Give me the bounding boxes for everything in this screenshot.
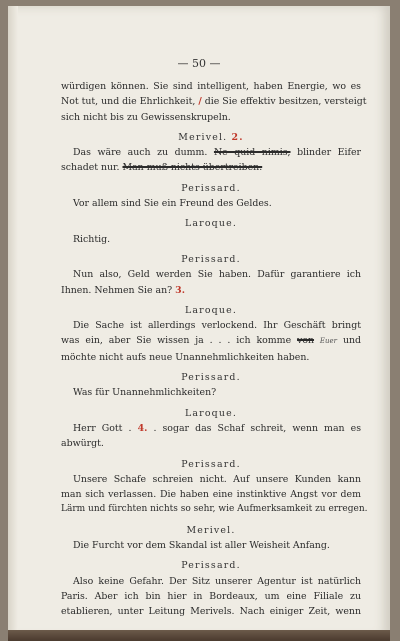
page-spine-shadow (8, 6, 18, 638)
speaker-name: Perissard. (181, 372, 241, 384)
red-annotation-number: 2. (231, 131, 244, 143)
text-line: Richtig. (73, 233, 111, 245)
text-line: abwürgt. (61, 438, 104, 450)
text-line: Vor allem sind Sie ein Freund des Geldes. (73, 198, 272, 210)
text-line: Die Furcht vor dem Skandal ist aller Weisheit Anfang. (73, 540, 330, 552)
text-line: Not tut, und die Ehrlichkeit, / die Sie effektiv besitzen, versteigt (61, 96, 367, 108)
text-line: möchte nicht aufs neue Unannehmlichkeiten haben. (61, 351, 310, 363)
text-line: Lärm und fürchten nichts so sehr, wie Aufmerksamkeit zu erregen. (61, 504, 368, 515)
book-bottom-edge (8, 630, 390, 641)
speaker-name: Perissard. (181, 458, 241, 470)
text-line: würdigen können. Sie sind intelligent, haben Energie, wo es (61, 81, 361, 92)
text-line: etablieren, unter Leitung Merivels. Nach einiger Zeit, wenn (61, 606, 361, 618)
book-page (8, 6, 390, 638)
page-number: — 50 — (177, 57, 221, 70)
red-annotation-slash: / (198, 96, 202, 108)
text-line: sich nicht bis zu Gewissenskrupeln. (61, 111, 231, 123)
text-line: Nun also, Geld werden Sie haben. Dafür garantiere ich (73, 269, 361, 281)
handwritten-note: Euer (319, 337, 338, 346)
speaker-name: Perissard. (181, 253, 241, 265)
text-line: Ihnen. Nehmen Sie an? 3. (61, 284, 185, 296)
speaker-name: Laroque. (184, 304, 238, 316)
speaker-name: Laroque. (184, 218, 238, 230)
text-line: Das wäre auch zu dumm. Ne quid nimis, blinder Eifer (73, 147, 362, 159)
speaker-name: Merivel. (186, 524, 236, 536)
red-annotation-number: 3. (175, 284, 185, 296)
text-line: Herr Gott . 4. . sogar das Schaf schreit, wenn man es (73, 422, 362, 434)
speaker-name: Merivel. 2. (178, 131, 244, 143)
speaker-name: Laroque. (184, 407, 238, 419)
text-line: Die Sache ist allerdings verlockend. Ihr Geschäft bringt (73, 320, 361, 332)
text-line: was ein, aber Sie wissen ja . . . ich komme von Euer und (61, 335, 362, 347)
text-line: schadet nur. Man muß nichts übertreiben. (61, 162, 263, 174)
red-annotation-number: 4. (137, 422, 148, 434)
text-line: Also keine Gefahr. Der Sitz unserer Agentur ist natürlich (73, 575, 361, 587)
speaker-name: Perissard. (181, 182, 241, 194)
page-body (61, 79, 368, 620)
text-line: man sich verlassen. Die haben eine instinktive Angst vor dem (61, 489, 361, 501)
text-line: Was für Unannehmlichkeiten? (73, 387, 217, 399)
text-line: Paris. Aber ich bin hier in Bordeaux, um eine Filiale zu (61, 590, 361, 602)
text-line: Unsere Schafe schreien nicht. Auf unsere Kunden kann (73, 473, 361, 485)
speaker-name: Perissard. (181, 560, 241, 572)
